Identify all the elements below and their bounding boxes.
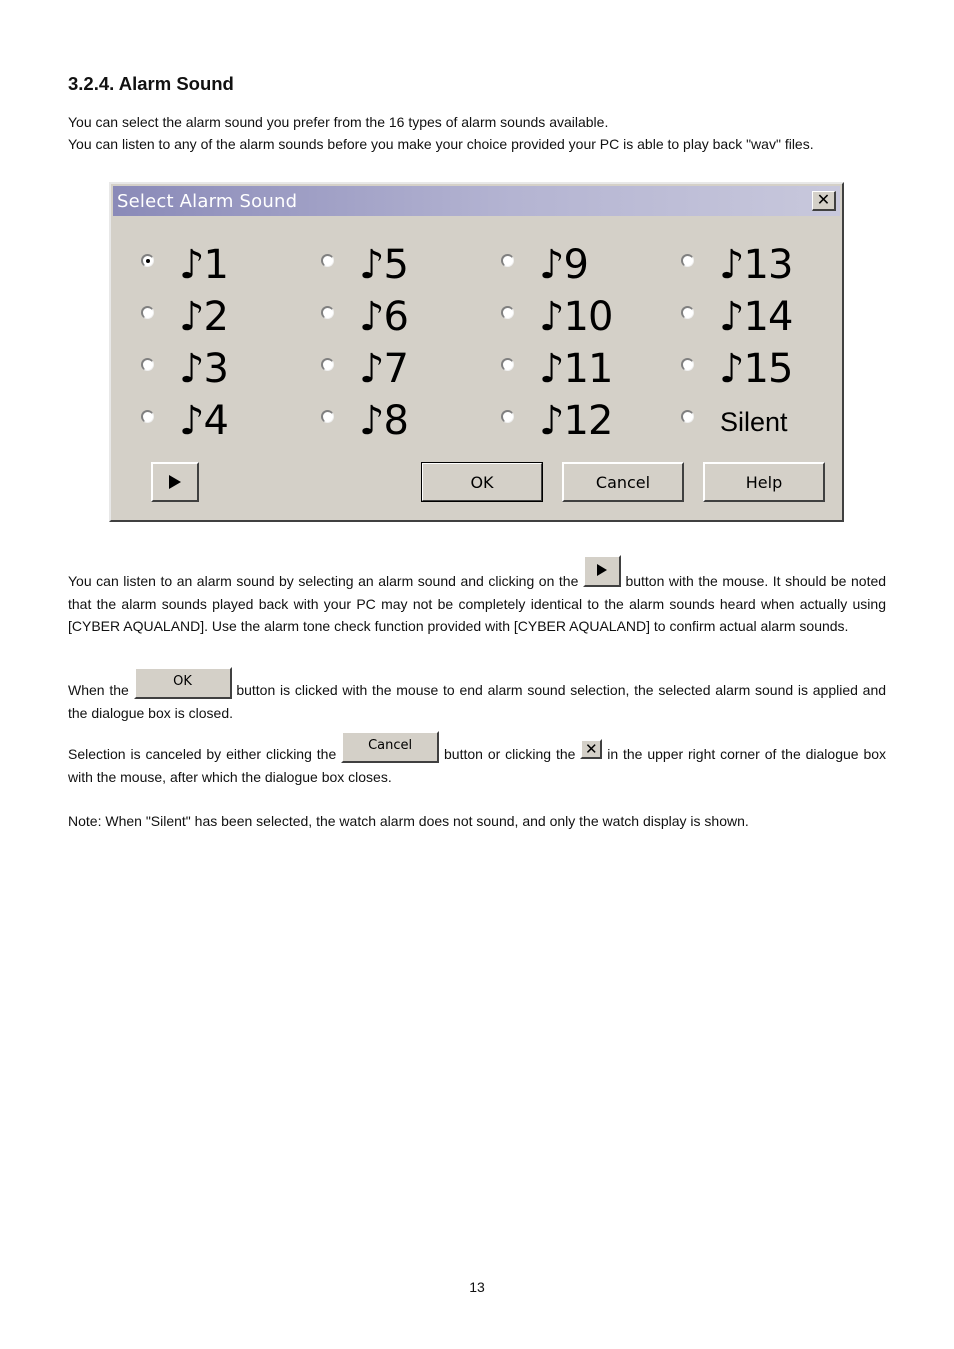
- text: Selection is canceled by either clicking the: [68, 746, 337, 762]
- radio-button[interactable]: [681, 410, 694, 423]
- inline-ok-button: OK: [134, 667, 232, 699]
- option-label: ♪2: [179, 294, 228, 340]
- note-text: Note: When "Silent" has been selected, the watch alarm does not sound, and only the watch display is shown.: [68, 813, 749, 829]
- play-icon: [597, 564, 607, 576]
- close-icon: ✕: [816, 191, 831, 209]
- option-label: ♪8: [359, 398, 408, 444]
- radio-button[interactable]: [321, 410, 334, 423]
- page-number: 13: [469, 1279, 485, 1295]
- dialog-title: Select Alarm Sound: [117, 191, 298, 212]
- option-label: ♪5: [359, 242, 408, 288]
- text: You can listen to an alarm sound by selecting an alarm sound and clicking on the: [68, 573, 579, 589]
- option-label: ♪4: [179, 398, 228, 444]
- radio-button[interactable]: [501, 306, 514, 319]
- text: button or clicking the: [444, 746, 576, 762]
- ok-button[interactable]: OK: [421, 462, 543, 502]
- cancel-button[interactable]: Cancel: [562, 462, 684, 502]
- inline-cancel-button: Cancel: [341, 731, 439, 763]
- radio-button[interactable]: [501, 254, 514, 267]
- inline-close-icon: ✕: [580, 739, 602, 759]
- radio-button[interactable]: [321, 254, 334, 267]
- option-label: ♪9: [539, 242, 588, 288]
- radio-button[interactable]: [141, 410, 154, 423]
- paragraph-ok: [68, 674, 887, 724]
- option-label: ♪13: [719, 242, 793, 288]
- radio-button[interactable]: [501, 410, 514, 423]
- close-button[interactable]: [812, 191, 836, 211]
- radio-button[interactable]: [321, 306, 334, 319]
- radio-button[interactable]: [681, 358, 694, 371]
- option-label: ♪7: [359, 346, 408, 392]
- option-label: ♪14: [719, 294, 793, 340]
- section-title: 3.2.4. Alarm Sound: [68, 73, 234, 94]
- radio-button[interactable]: [681, 254, 694, 267]
- paragraph-play: [68, 570, 886, 638]
- option-label: ♪11: [539, 346, 613, 392]
- radio-button[interactable]: [141, 254, 154, 267]
- inline-play-button: [583, 555, 621, 587]
- select-alarm-sound-dialog: [109, 182, 844, 522]
- radio-button[interactable]: [141, 306, 154, 319]
- option-label: ♪6: [359, 294, 408, 340]
- option-label: ♪3: [179, 346, 228, 392]
- intro-line-1: You can select the alarm sound you prefer from the 16 types of alarm sounds available.: [68, 114, 609, 130]
- help-button[interactable]: Help: [703, 462, 825, 502]
- option-label: Silent: [720, 407, 788, 437]
- intro-line-2: You can listen to any of the alarm sounds before you make your choice provided your PC is able to play back "wav" files.: [68, 136, 814, 152]
- play-button[interactable]: [151, 462, 199, 502]
- intro-text: [68, 111, 898, 155]
- radio-button[interactable]: [141, 358, 154, 371]
- text: button with the mouse. It should be noted that the alarm sounds played back with your PC may not be completely identical to the alarm sounds heard when actually using [CYBER AQUALAND]. Use the alarm tone check function provided with [CYBER AQUALAND] to confirm actual alarm sounds.: [68, 573, 887, 634]
- play-icon: [169, 475, 181, 489]
- radio-button[interactable]: [681, 306, 694, 319]
- text: in the upper right corner of the dialogue box with the mouse, after which the dialogue box closes.: [68, 746, 887, 785]
- option-label: ♪10: [539, 294, 613, 340]
- paragraph-cancel: [68, 738, 887, 788]
- text: button is clicked with the mouse to end alarm sound selection, the selected alarm sound is applied and the dialogue box is closed.: [68, 682, 887, 721]
- option-label: ♪1: [179, 242, 228, 288]
- option-label: ♪15: [719, 346, 793, 392]
- radio-button[interactable]: [321, 358, 334, 371]
- option-label: ♪12: [539, 398, 613, 444]
- text: When the: [68, 682, 129, 698]
- radio-button[interactable]: [501, 358, 514, 371]
- dialog-titlebar: [113, 186, 840, 216]
